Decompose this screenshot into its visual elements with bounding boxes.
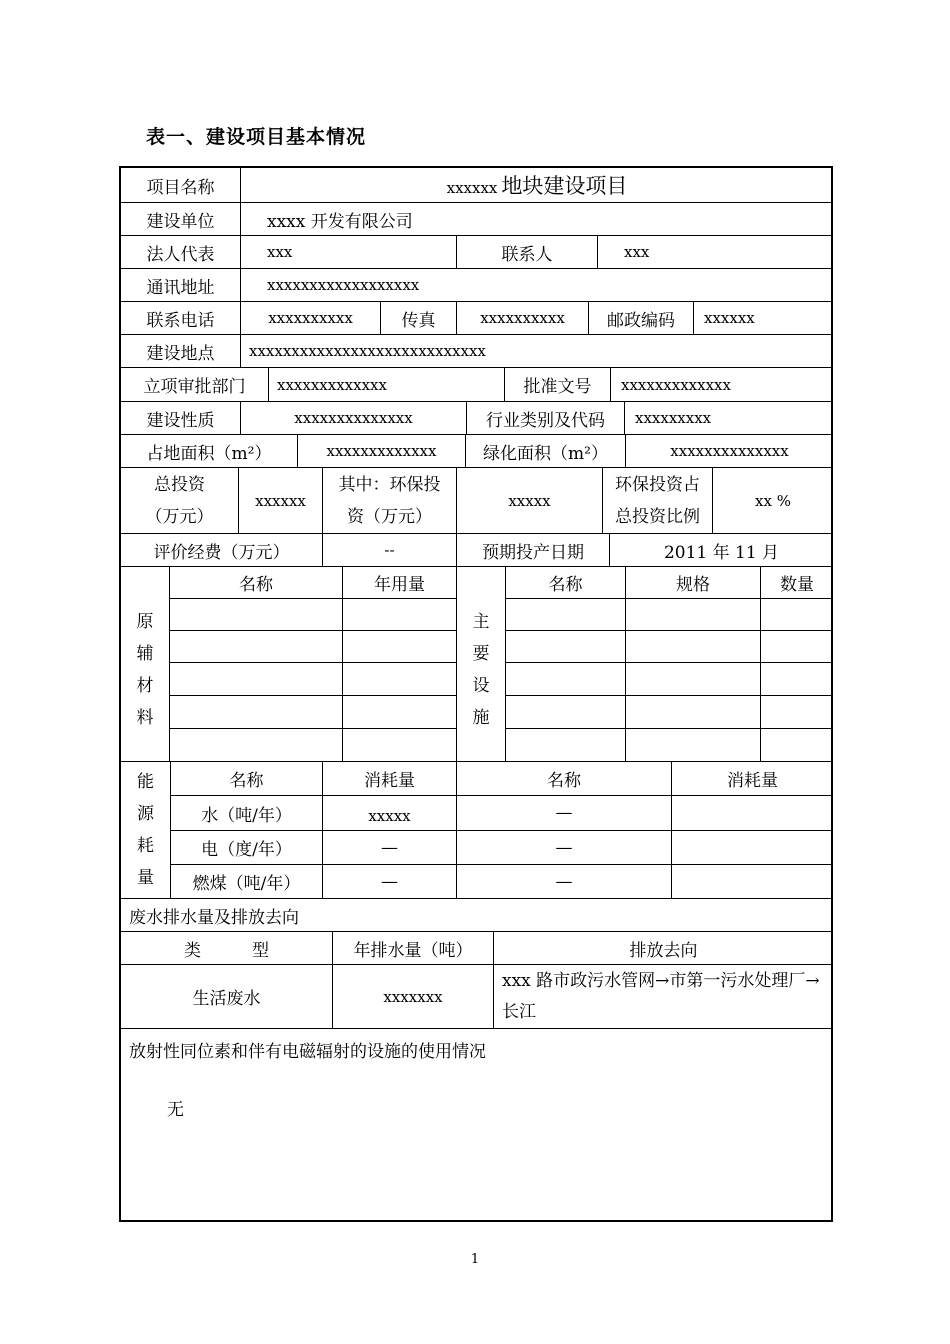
approval-dept-label: 立项审批部门	[121, 368, 269, 402]
facilities-cell	[506, 599, 626, 631]
energy-row-name: 水（吨/年）	[171, 796, 323, 831]
facilities-cell	[761, 631, 833, 663]
facilities-cell	[506, 663, 626, 696]
facilities-side-label	[457, 567, 506, 762]
facilities-spec-header: 规格	[626, 567, 761, 599]
address-value: xxxxxxxxxxxxxxxxxx	[241, 269, 833, 302]
radiation-section	[121, 1029, 833, 1222]
materials-cell	[170, 599, 343, 631]
project-name-cell	[241, 168, 833, 203]
industry-value: xxxxxxxxx	[625, 402, 833, 435]
phone-value: xxxxxxxxxx	[241, 302, 381, 335]
total-investment-value: xxxxxx	[239, 468, 323, 534]
location-label: 建设地点	[121, 335, 241, 368]
materials-cell	[170, 729, 343, 762]
approval-dept-value: xxxxxxxxxxxxx	[269, 368, 505, 402]
location-value: xxxxxxxxxxxxxxxxxxxxxxxxxxxx	[241, 335, 833, 368]
materials-cell	[170, 631, 343, 663]
energy-row-value-2	[672, 796, 833, 831]
total-investment-label-2: （万元）	[145, 506, 214, 527]
facilities-side-char: 要	[472, 644, 490, 664]
project-info-table	[119, 166, 833, 1222]
facilities-side-char: 主	[472, 612, 490, 632]
env-investment-value: xxxxx	[457, 468, 603, 534]
facilities-cell	[626, 631, 761, 663]
energy-side-char: 能	[137, 772, 154, 792]
green-area-label: 绿化面积（m²）	[466, 435, 626, 468]
assessment-label: 评价经费（万元）	[121, 534, 323, 567]
production-date-label: 预期投产日期	[457, 534, 610, 567]
approval-doc-value: xxxxxxxxxxxxx	[611, 368, 833, 402]
nature-label: 建设性质	[121, 402, 241, 435]
energy-row-value-2	[672, 831, 833, 865]
energy-row-value: —	[323, 865, 457, 899]
energy-row-value: xxxxx	[323, 796, 457, 831]
phone-label: 联系电话	[121, 302, 241, 335]
total-investment-label	[121, 468, 239, 534]
legal-rep-value: xxx	[241, 236, 457, 269]
wastewater-volume-header: 年排水量（吨）	[333, 932, 494, 965]
energy-row-value: —	[323, 831, 457, 865]
industry-label: 行业类别及代码	[467, 402, 625, 435]
contact-label: 联系人	[457, 236, 598, 269]
address-label: 通讯地址	[121, 269, 241, 302]
production-date-value: 2011 年 11 月	[610, 534, 833, 567]
materials-cell	[343, 696, 457, 729]
wastewater-section-label: 废水排水量及排放去向	[121, 899, 833, 932]
energy-consumption-header-2: 消耗量	[672, 762, 833, 796]
env-investment-label-1: 其中：环保投	[338, 474, 441, 495]
energy-side-char: 量	[137, 868, 154, 888]
radiation-label: 放射性同位素和伴有电磁辐射的设施的使用情况	[129, 1042, 486, 1062]
energy-consumption-header: 消耗量	[323, 762, 457, 796]
facilities-cell	[761, 729, 833, 762]
postcode-value: xxxxxx	[694, 302, 833, 335]
materials-cell	[343, 729, 457, 762]
energy-row-name: 电（度/年）	[171, 831, 323, 865]
nature-value: xxxxxxxxxxxxxx	[241, 402, 467, 435]
materials-usage-header: 年用量	[343, 567, 457, 599]
env-investment-label-2: 资（万元）	[347, 506, 432, 527]
postcode-label: 邮政编码	[589, 302, 694, 335]
facilities-cell	[626, 696, 761, 729]
assessment-value: --	[323, 534, 457, 567]
facilities-cell	[761, 696, 833, 729]
facilities-side-char: 设	[472, 676, 490, 696]
fax-label: 传真	[381, 302, 457, 335]
energy-row-name-2: —	[457, 831, 672, 865]
materials-side-label	[121, 567, 170, 762]
area-value: xxxxxxxxxxxxx	[298, 435, 466, 468]
env-investment-label	[323, 468, 457, 534]
materials-cell	[343, 599, 457, 631]
materials-cell	[170, 696, 343, 729]
facilities-name-header: 名称	[506, 567, 626, 599]
facilities-cell	[761, 599, 833, 631]
energy-row-name-2: —	[457, 796, 672, 831]
facilities-cell	[506, 729, 626, 762]
facilities-cell	[761, 663, 833, 696]
materials-side-char: 材	[136, 676, 154, 696]
energy-side-label	[121, 762, 171, 899]
env-ratio-value: xx %	[713, 468, 833, 534]
project-name-main: 地块建设项目	[501, 174, 628, 198]
env-ratio-label	[603, 468, 713, 534]
wastewater-type-value: 生活废水	[121, 965, 333, 1029]
materials-side-char: 原	[136, 612, 154, 632]
materials-cell	[170, 663, 343, 696]
page-number: 1	[470, 1252, 480, 1267]
area-label: 占地面积（m²）	[121, 435, 298, 468]
env-ratio-label-2: 总投资比例	[615, 506, 700, 527]
facilities-cell	[626, 599, 761, 631]
materials-side-char: 辅	[136, 644, 154, 664]
facilities-cell	[506, 631, 626, 663]
wastewater-dest-header: 排放去向	[494, 932, 833, 965]
facilities-cell	[626, 729, 761, 762]
wastewater-volume-value: xxxxxxx	[333, 965, 494, 1029]
facilities-qty-header: 数量	[761, 567, 833, 599]
facilities-cell	[506, 696, 626, 729]
materials-cell	[343, 663, 457, 696]
energy-row-name: 燃煤（吨/年）	[171, 865, 323, 899]
facilities-side-char: 施	[472, 708, 490, 728]
contact-value: xxx	[598, 236, 833, 269]
facilities-cell	[626, 663, 761, 696]
energy-side-char: 耗	[137, 836, 154, 856]
materials-cell	[343, 631, 457, 663]
energy-row-value-2	[672, 865, 833, 899]
legal-rep-label: 法人代表	[121, 236, 241, 269]
wastewater-type-header: 类 型	[121, 932, 333, 965]
total-investment-label-1: 总投资	[154, 474, 205, 495]
wastewater-dest-value: xxx 路市政污水管网→市第一污水处理厂→长江	[494, 965, 833, 1029]
builder-label: 建设单位	[121, 203, 241, 236]
builder-value: xxxx 开发有限公司	[241, 203, 833, 236]
fax-value: xxxxxxxxxx	[457, 302, 589, 335]
approval-doc-label: 批准文号	[505, 368, 611, 402]
page-title: 表一、建设项目基本情况	[146, 126, 367, 148]
energy-name-header-2: 名称	[457, 762, 672, 796]
energy-row-name-2: —	[457, 865, 672, 899]
energy-name-header: 名称	[171, 762, 323, 796]
env-ratio-label-1: 环保投资占	[615, 474, 700, 495]
project-name-prefix: xxxxxx	[446, 179, 498, 197]
materials-side-char: 料	[136, 708, 154, 728]
green-area-value: xxxxxxxxxxxxxx	[626, 435, 833, 468]
energy-side-char: 源	[137, 804, 154, 824]
radiation-value: 无	[167, 1100, 184, 1120]
project-name-label: 项目名称	[121, 168, 241, 203]
materials-name-header: 名称	[170, 567, 343, 599]
